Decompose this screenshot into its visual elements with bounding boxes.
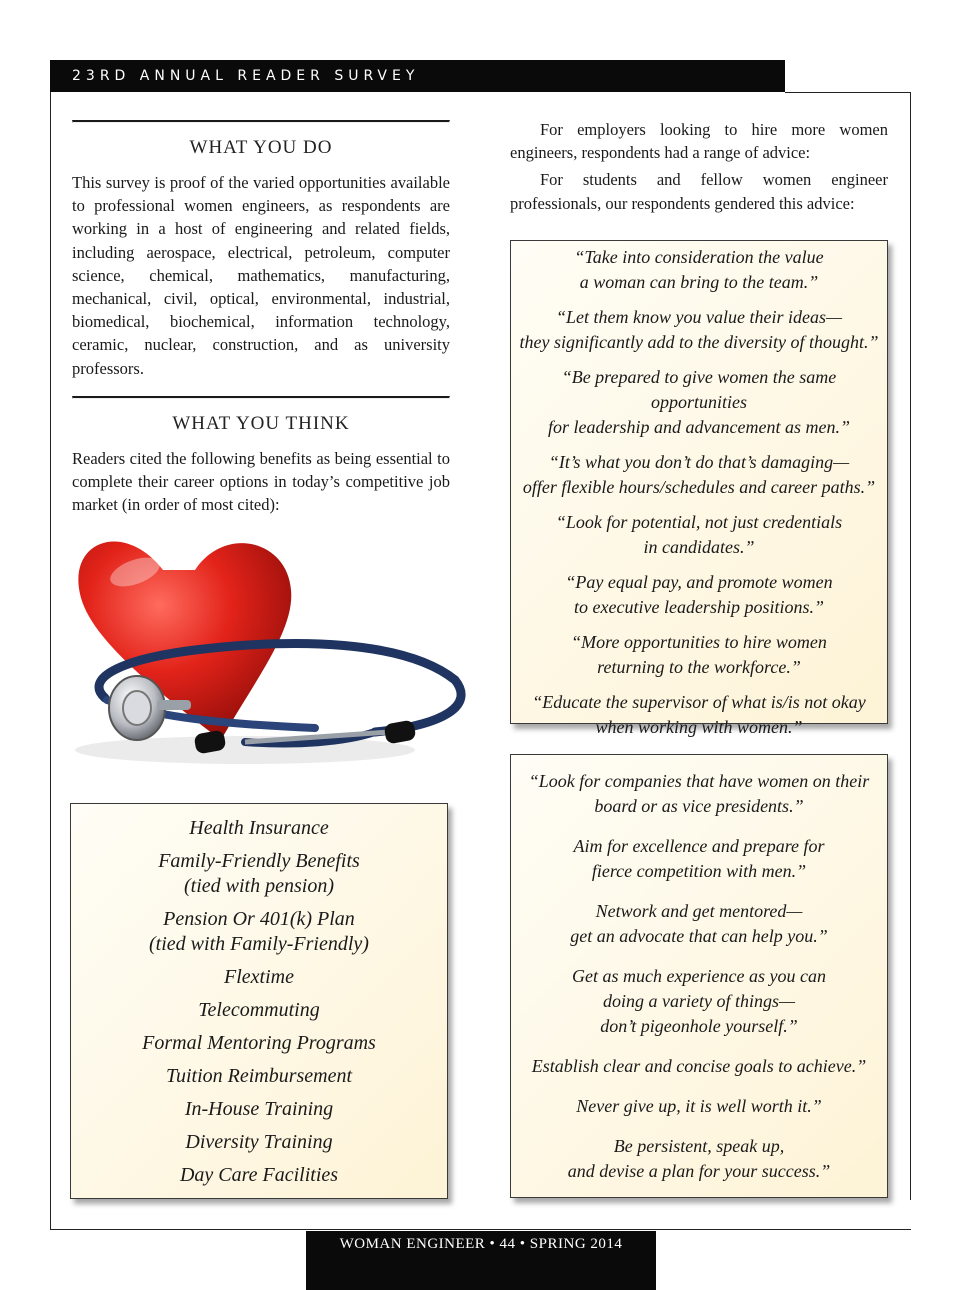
section-title: 23RD ANNUAL READER SURVEY: [72, 68, 420, 84]
employer-quote: “More opportunities to hire women returning to the workforce.”: [571, 632, 827, 677]
what-you-do-body: This survey is proof of the varied opportunities available to professional women engineers, as respondents are working in a host of engineering and related fields, including aerospace, electrical, petroleum, computer science, chemical, mathematics, manufacturing, mechanical, civil, optical, environmental, industrial, biomedical, biochemical, information technology, ceramic, nuclear, construction, and as university professors.: [72, 173, 450, 378]
student-advice-box: [510, 754, 888, 1198]
student-quote: Be persistent, speak up, and devise a plan for your success.”: [567, 1136, 831, 1181]
student-quote: Aim for excellence and prepare for fierce competition with men.”: [573, 836, 825, 881]
right-column: [510, 118, 888, 215]
benefit-item: In-House Training: [184, 1098, 334, 1120]
benefits-list-box: [70, 803, 448, 1199]
benefit-item: Formal Mentoring Programs: [142, 1032, 376, 1054]
benefits-list: [77, 816, 441, 1188]
footer-text: WOMAN ENGINEER • 44 • SPRING 2014: [339, 1236, 623, 1252]
employer-quote: “Take into consideration the value a woman can bring to the team.”: [574, 247, 824, 292]
section-divider: [72, 120, 450, 123]
section-divider: [72, 396, 450, 399]
page-footer: [306, 1231, 656, 1290]
frame-line-top: [785, 92, 911, 93]
what-you-think-body: Readers cited the following benefits as being essential to complete their career options in today’s competitive job market (in order of most cited):: [72, 448, 450, 515]
employer-advice-box: [510, 240, 888, 737]
student-quote: Network and get mentored— get an advocate that can help you.”: [570, 901, 828, 946]
student-quote: Establish clear and concise goals to achieve.”: [531, 1056, 867, 1076]
student-quote: Never give up, it is well worth it.”: [576, 1096, 822, 1116]
frame-line-bottom: [50, 1229, 911, 1230]
benefit-item: Pension Or 401(k) Plan (tied with Family-Friendly): [149, 908, 369, 955]
benefit-item: Day Care Facilities: [179, 1164, 339, 1186]
student-quote: Get as much experience as you can doing a variety of things— don’t pigeonhole yourself.”: [572, 966, 826, 1036]
employer-quote: “Let them know you value their ideas— they significantly add to the diversity of thought.”: [519, 307, 879, 352]
employer-quote: “Look for potential, not just credentials in candidates.”: [555, 512, 843, 557]
frame-line-right: [910, 92, 911, 1200]
benefit-item: Telecommuting: [198, 999, 320, 1021]
employer-quote: “Educate the supervisor of what is/is not okay when working with women.”: [532, 692, 866, 737]
employer-quote: “Be prepared to give women the same opportunities for leadership and advancement as men.”: [548, 367, 850, 437]
benefit-item: Tuition Reimbursement: [165, 1065, 353, 1087]
employer-quote: “It’s what you don’t do that’s damaging— offer flexible hours/schedules and career paths.”: [522, 452, 876, 497]
what-you-think-heading: WHAT YOU THINK: [172, 412, 350, 434]
benefit-item: Family-Friendly Benefits (tied with pension): [158, 850, 360, 897]
employer-quotes-list: [513, 245, 885, 740]
section-header-bar: [50, 60, 785, 92]
what-you-do-heading: WHAT YOU DO: [189, 137, 333, 158]
benefit-item: Diversity Training: [185, 1131, 333, 1153]
left-column: [72, 120, 450, 516]
heart-stethoscope-icon: [45, 520, 475, 780]
student-quote: “Look for companies that have women on their board or as vice presidents.”: [528, 771, 870, 816]
student-quotes-list: [515, 769, 883, 1184]
benefit-item: Flextime: [224, 966, 294, 988]
students-intro-text: For students and fellow women engineer professionals, our respondents gendered this advice:: [510, 170, 888, 213]
benefit-item: Health Insurance: [189, 817, 329, 839]
employer-quote: “Pay equal pay, and promote women to executive leadership positions.”: [565, 572, 833, 617]
employers-intro-text: For employers looking to hire more women engineers, respondents had a range of advice:: [510, 120, 888, 163]
